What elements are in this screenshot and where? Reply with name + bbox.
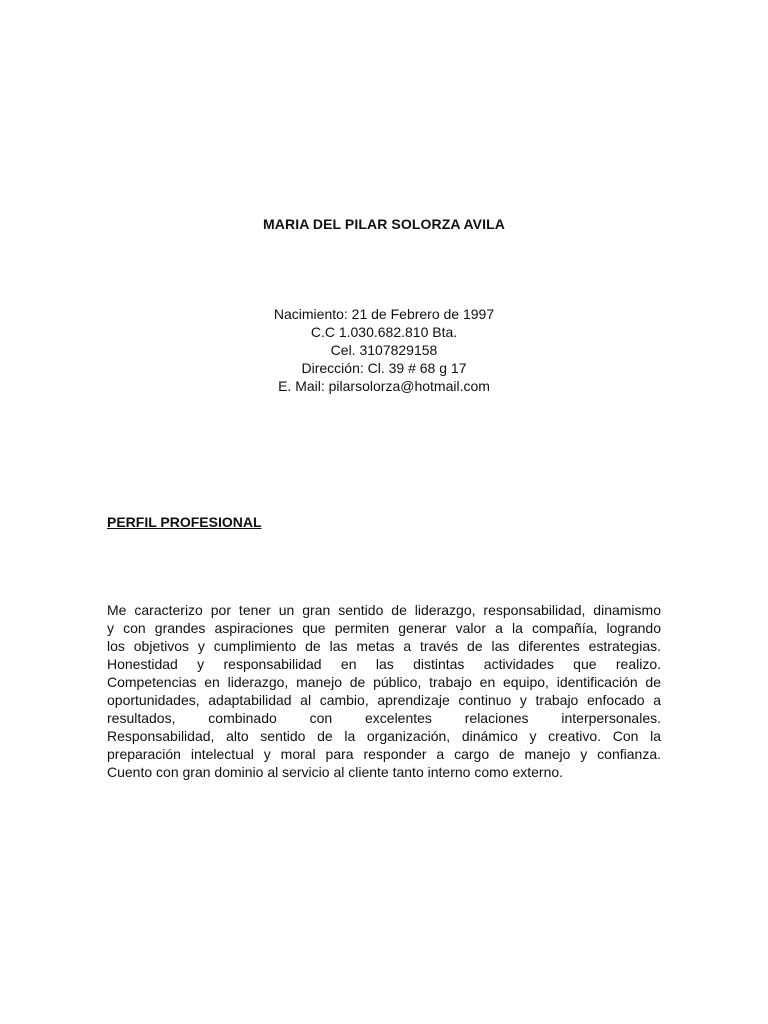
section-heading-profile: PERFIL PROFESIONAL	[107, 514, 262, 530]
phone-number: Cel. 3107829158	[330, 342, 438, 358]
profile-line: los objetivos y cumplimiento de las metas a través de las diferentes estrategias.	[107, 638, 661, 654]
profile-paragraph	[107, 601, 661, 781]
id-number: C.C 1.030.682.810 Bta.	[310, 324, 458, 340]
profile-line: preparación intelectual y moral para responder a cargo de manejo y confianza.	[107, 746, 661, 762]
address: Dirección: Cl. 39 # 68 g 17	[301, 360, 467, 376]
profile-line: Honestidad y responsabilidad en las distintas actividades que realizo.	[107, 656, 661, 672]
candidate-name: MARIA DEL PILAR SOLORZA AVILA	[263, 216, 505, 232]
profile-line: Cuento con gran dominio al servicio al cliente tanto interno como externo.	[107, 764, 564, 780]
email-address: E. Mail: pilarsolorza@hotmail.com	[278, 378, 490, 394]
birth-date: Nacimiento: 21 de Febrero de 1997	[273, 306, 495, 322]
profile-line: Competencias en liderazgo, manejo de público, trabajo en equipo, identificación de	[107, 674, 661, 690]
profile-line: y con grandes aspiraciones que permiten generar valor a la compañía, logrando	[107, 620, 661, 636]
contact-info	[0, 305, 768, 395]
profile-line: Me caracterizo por tener un gran sentido de liderazgo, responsabilidad, dinamismo	[107, 602, 661, 618]
profile-line: oportunidades, adaptabilidad al cambio, aprendizaje continuo y trabajo enfocado a	[107, 692, 661, 708]
profile-line: Responsabilidad, alto sentido de la organización, dinámico y creativo. Con la	[107, 728, 661, 744]
profile-line: resultados, combinado con excelentes relaciones interpersonales.	[107, 710, 661, 726]
